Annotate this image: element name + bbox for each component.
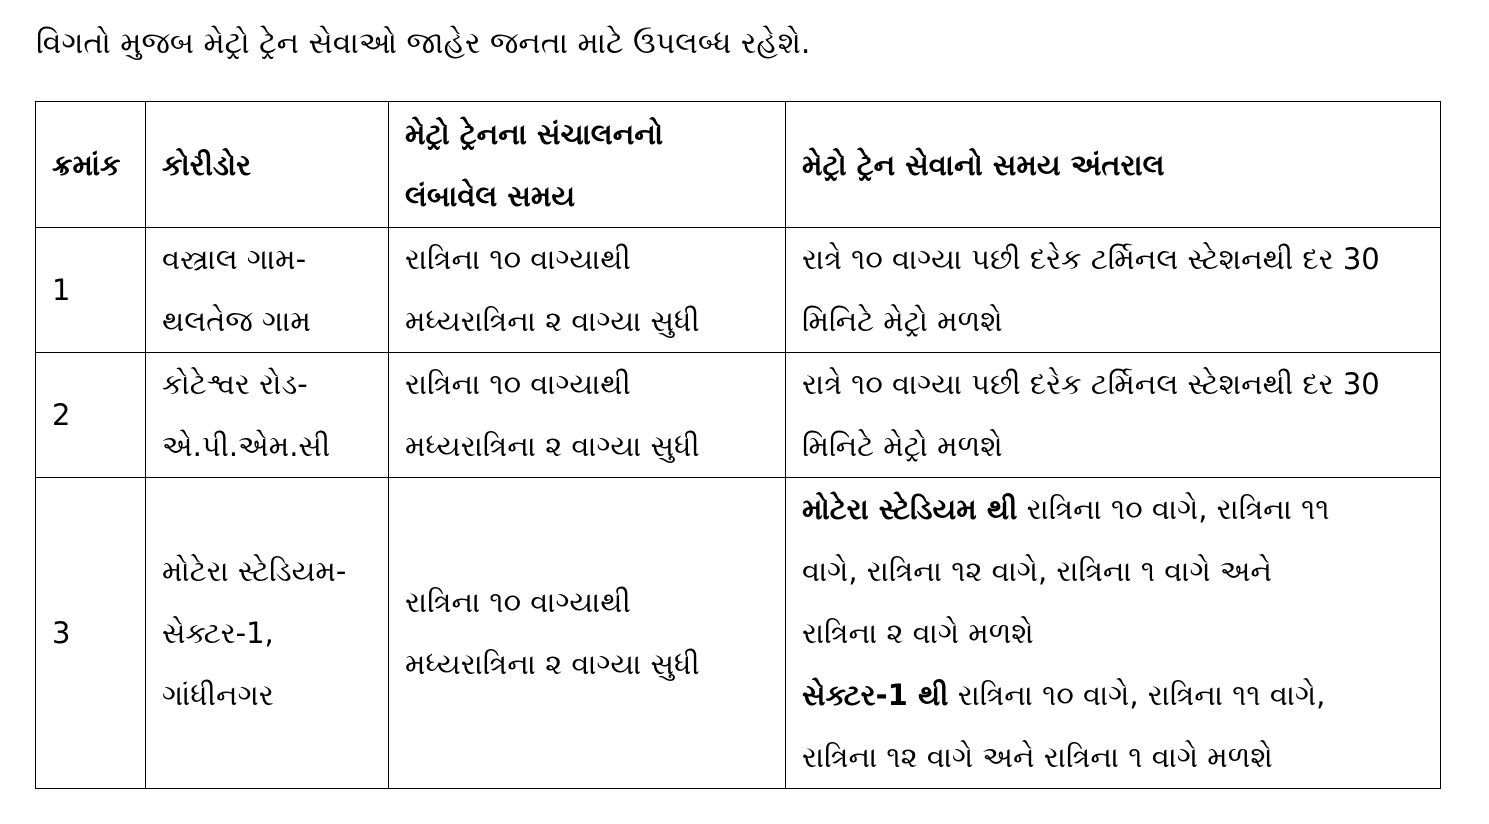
interval-line: રાત્રે ૧૦ વાગ્યા પછી દરેક ટર્મિનલ સ્ટેશનથી દર 30 [802,367,1380,401]
metro-schedule-table [35,101,1441,789]
time-line: રાત્રિના ૧૦ વાગ્યાથી [405,367,631,401]
row-serial: 1 [36,228,146,353]
motera-from-label: મોટેરા સ્ટેડિયમ થી [802,492,1018,526]
table-header-row [36,102,1441,228]
row-corridor [146,478,389,789]
table-row [36,353,1441,478]
corridor-line: સેક્ટર-1, [162,616,274,650]
table-row [36,478,1441,789]
corridor-line: થલતેજ ગામ [162,304,311,338]
corridor-line: કોટેશ્વર રોડ- [162,367,308,401]
time-line: મધ્યરાત્રિના ૨ વાગ્યા સુધી [405,304,700,338]
corridor-line: વસ્ત્રાલ ગામ- [162,242,307,276]
row-time [389,228,786,353]
header-extended-time [389,102,786,228]
sector-from-label: સેક્ટર-1 થી [802,678,949,712]
time-line: રાત્રિના ૧૦ વાગ્યાથી [405,242,631,276]
motera-times-text: રાત્રિના ૧૦ વાગે, રાત્રિના ૧૧ [1017,492,1330,526]
row-interval [786,353,1441,478]
interval-line: રાત્રે ૧૦ વાગ્યા પછી દરેક ટર્મિનલ સ્ટેશનથી દર 30 [802,242,1380,276]
interval-line: રાત્રિના ૧૨ વાગે અને રાત્રિના ૧ વાગે મળશે [802,740,1273,774]
header-extended-time-line2: લંબાવેલ સમય [405,178,576,213]
row-time [389,478,786,789]
header-interval: મેટ્રો ટ્રેન સેવાનો સમય અંતરાલ [786,102,1441,228]
row-serial: 3 [36,478,146,789]
sector-times-text: રાત્રિના ૧૦ વાગે, રાત્રિના ૧૧ વાગે, [948,678,1326,712]
interval-line: મિનિટે મેટ્રો મળશે [802,429,1003,463]
header-extended-time-line1: મેટ્રો ટ્રેનના સંચાલનનો [405,116,664,151]
corridor-line: એ.પી.એમ.સી [162,429,331,463]
corridor-line: મોટેરા સ્ટેડિયમ- [162,554,347,588]
interval-line: મિનિટે મેટ્રો મળશે [802,304,1003,338]
time-line: રાત્રિના ૧૦ વાગ્યાથી [405,585,631,619]
header-serial: ક્રમાંક [36,102,146,228]
row-serial: 2 [36,353,146,478]
intro-paragraph: વિગતો મુજબ મેટ્રો ટ્રેન સેવાઓ જાહેર જનતા માટે ઉપલબ્ધ રહેશે. [36,26,811,61]
row-interval [786,478,1441,789]
header-corridor: કોરીડોર [146,102,389,228]
table-row [36,228,1441,353]
time-line: મધ્યરાત્રિના ૨ વાગ્યા સુધી [405,429,700,463]
time-line: મધ્યરાત્રિના ૨ વાગ્યા સુધી [405,647,700,681]
interval-line: વાગે, રાત્રિના ૧૨ વાગે, રાત્રિના ૧ વાગે અને [802,554,1273,588]
corridor-line: ગાંધીનગર [162,678,274,712]
interval-line [802,478,1424,540]
row-time [389,353,786,478]
row-interval [786,228,1441,353]
row-corridor [146,228,389,353]
row-corridor [146,353,389,478]
interval-line: રાત્રિના ૨ વાગે મળશે [802,616,1034,650]
interval-line [802,664,1424,726]
